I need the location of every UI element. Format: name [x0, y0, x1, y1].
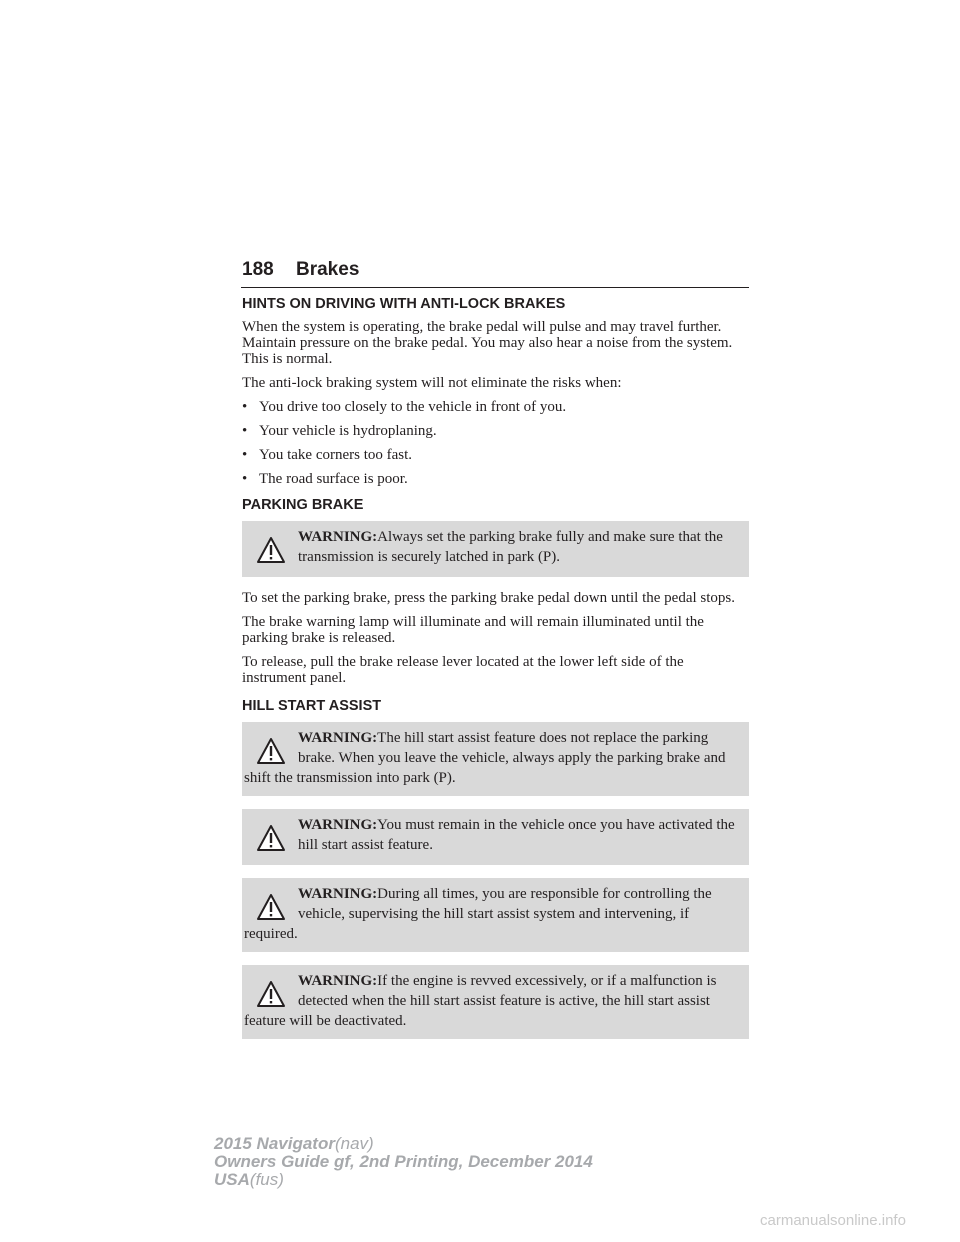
warning-label: WARNING:	[298, 817, 378, 833]
paragraph: To release, pull the brake release lever located at the lower left side of the instrument panel.	[242, 654, 684, 686]
warning-triangle-icon	[256, 979, 286, 1009]
warning-text: During all times, you are responsible for controlling the vehicle, supervising the hill start assist system and intervening, if required.	[244, 886, 712, 942]
warning-triangle-icon	[256, 892, 286, 922]
warning-triangle-icon	[256, 736, 286, 766]
list-item: • Your vehicle is hydroplaning.	[242, 423, 437, 439]
warning-text: If the engine is revved excessively, or if a malfunction is detected when the hill start assist feature is active, the hill start assist feature will be deactivated.	[244, 973, 717, 1029]
warning-triangle-icon	[256, 823, 286, 853]
warning-label: WARNING:	[298, 886, 378, 902]
warning-label: WARNING:	[298, 730, 378, 746]
warning-box	[242, 965, 749, 1039]
list-item: • You take corners too fast.	[242, 447, 413, 463]
warning-box	[242, 722, 749, 796]
warning-box	[242, 878, 749, 952]
section-title: Brakes	[296, 259, 360, 280]
warning-label: WARNING:	[298, 529, 378, 545]
paragraph: When the system is operating, the brake pedal will pulse and may travel further. Maintain pressure on the brake pedal. You may also hear a noise from the system. This is normal.	[242, 319, 733, 367]
list-item: • The road surface is poor.	[242, 471, 408, 487]
header-rule	[241, 287, 749, 288]
warning-box	[242, 809, 749, 865]
watermark: carmanualsonline.info	[760, 1212, 906, 1229]
warning-text: The hill start assist feature does not replace the parking brake. When you leave the vehicle, always apply the parking brake and shift the transmission into park (P).	[244, 730, 726, 786]
heading-hints: HINTS ON DRIVING WITH ANTI-LOCK BRAKES	[242, 296, 566, 312]
paragraph: To set the parking brake, press the parking brake pedal down until the pedal stops.	[242, 590, 735, 606]
footer-line-guide: Owners Guide gf, 2nd Printing, December 2014	[214, 1152, 593, 1171]
warning-text: Always set the parking brake fully and make sure that the transmission is securely latched in park (P).	[298, 529, 723, 565]
footer-line-market: USA(fus)	[214, 1170, 284, 1189]
page-number: 188	[242, 259, 274, 280]
list-item: • You drive too closely to the vehicle in front of you.	[242, 399, 567, 415]
heading-parking-brake: PARKING BRAKE	[242, 497, 364, 513]
paragraph: The anti-lock braking system will not eliminate the risks when:	[242, 375, 622, 391]
paragraph: The brake warning lamp will illuminate and will remain illuminated until the parking brake is released.	[242, 614, 704, 646]
document-footer	[214, 1135, 593, 1189]
warning-label: WARNING:	[298, 973, 378, 989]
warning-text: You must remain in the vehicle once you have activated the hill start assist feature.	[298, 817, 735, 853]
heading-hill-start-assist: HILL START ASSIST	[242, 698, 382, 714]
warning-box	[242, 521, 749, 577]
page-content	[242, 296, 749, 1052]
warning-triangle-icon	[256, 535, 286, 565]
footer-line-model: 2015 Navigator(nav)	[214, 1134, 374, 1153]
bullet-list	[242, 399, 749, 487]
